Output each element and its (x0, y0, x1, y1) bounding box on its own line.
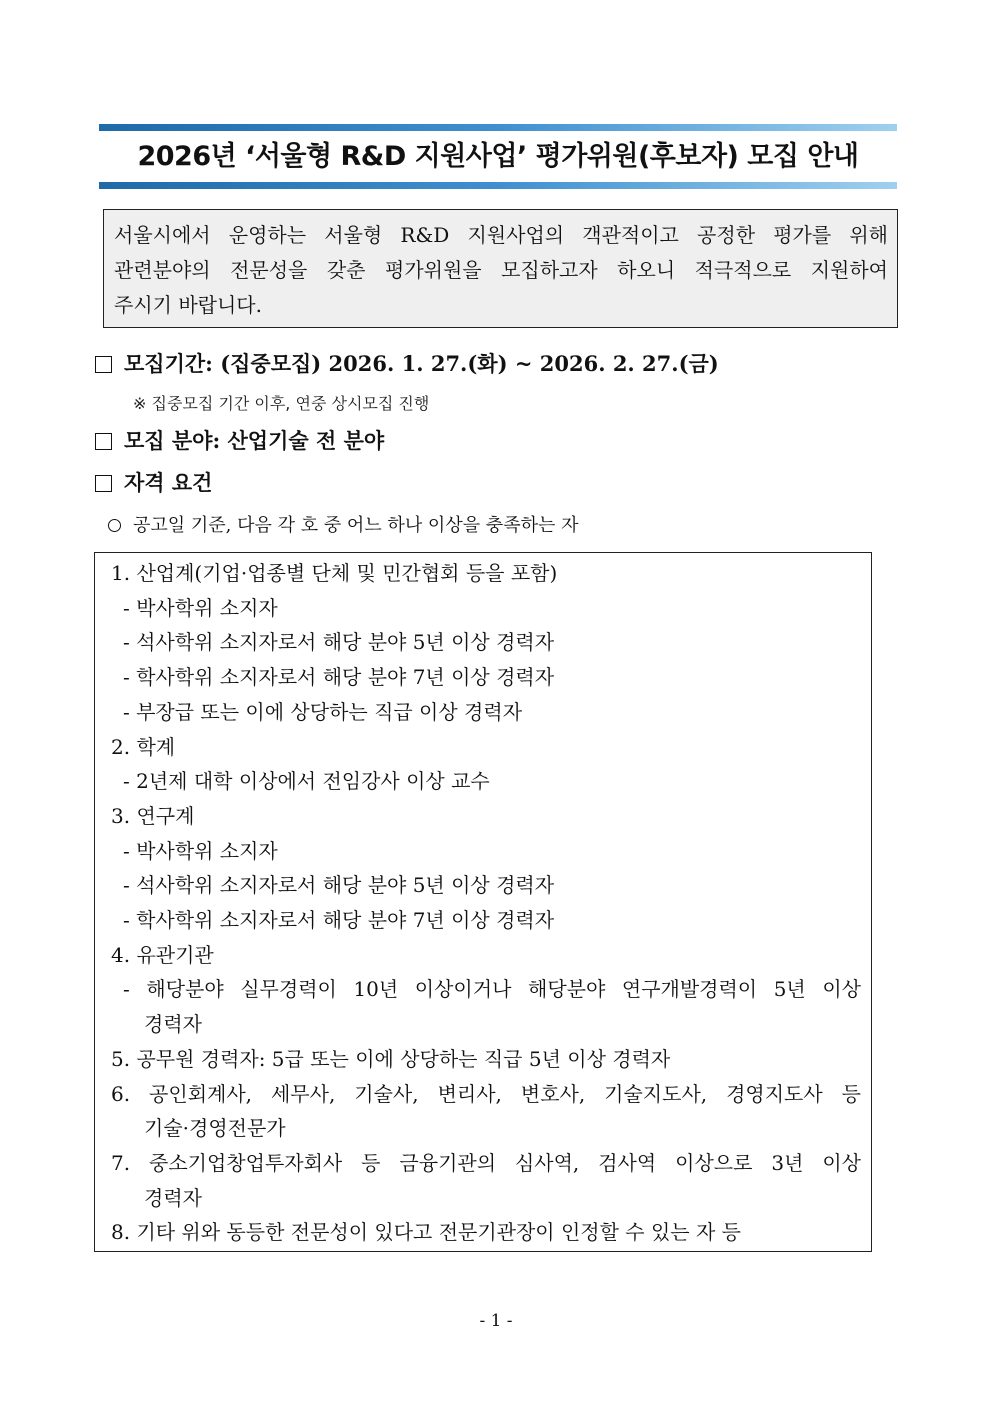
criteria-item: 8. 기타 위와 동등한 전문성이 있다고 전문기관장이 인정할 수 있는 자 등 (111, 1220, 741, 1245)
criteria-item: 4. 유관기관 (111, 942, 214, 967)
checkbox-square-icon (95, 433, 112, 450)
section-qualification (95, 467, 212, 497)
intro-line: 관련분야의 전문성을 갖춘 평가위원을 모집하고자 하오니 적극적으로 지원하여 (114, 258, 888, 282)
section-recruit-period (95, 348, 719, 378)
intro-box (103, 209, 898, 328)
section-label: 자격 요건 (124, 470, 213, 495)
criteria-item: 7. 중소기업창업투자회사 등 금융기관의 심사역, 검사역 이상으로 3년 이상 (111, 1150, 861, 1175)
criteria-subitem: - 부장급 또는 이에 상당하는 직급 이상 경력자 (123, 699, 523, 724)
criteria-continuation: 경력자 (144, 1012, 202, 1037)
criteria-continuation: 기술·경영전문가 (144, 1116, 286, 1141)
criteria-subitem: - 2년제 대학 이상에서 전임강사 이상 교수 (123, 769, 490, 794)
checkbox-square-icon (95, 475, 112, 492)
title-bottom-bar (99, 182, 897, 189)
criteria-item: 3. 연구계 (111, 803, 195, 828)
criteria-subitem: - 학사학위 소지자로서 해당 분야 7년 이상 경력자 (123, 908, 555, 933)
circle-bullet-icon (108, 519, 121, 532)
page-title: 2026년 ‘서울형 R&D 지원사업’ 평가위원(후보자) 모집 안내 (137, 141, 859, 172)
criteria-subitem: - 해당분야 실무경력이 10년 이상이거나 해당분야 연구개발경력이 5년 이상 (123, 977, 861, 1002)
note-text: ※ 집중모집 기간 이후, 연중 상시모집 진행 (133, 394, 430, 413)
intro-line: 주시기 바랍니다. (114, 293, 262, 317)
criteria-item: 5. 공무원 경력자: 5급 또는 이에 상당하는 직급 5년 이상 경력자 (111, 1046, 671, 1071)
criteria-box (94, 552, 872, 1252)
section-label: 모집 분야: 산업기술 전 분야 (124, 428, 385, 453)
criteria-continuation: 경력자 (144, 1185, 202, 1210)
criteria-subitem: - 석사학위 소지자로서 해당 분야 5년 이상 경력자 (123, 873, 555, 898)
criteria-item: 1. 산업계(기업·업종별 단체 및 민간협회 등을 포함) (111, 561, 558, 585)
criteria-subitem: - 박사학위 소지자 (123, 838, 278, 863)
criteria-intro-text: 공고일 기준, 다음 각 호 중 어느 하나 이상을 충족하는 자 (133, 515, 579, 536)
checkbox-square-icon (95, 356, 112, 373)
criteria-item: 2. 학계 (111, 734, 176, 759)
criteria-subitem: - 석사학위 소지자로서 해당 분야 5년 이상 경력자 (123, 630, 555, 655)
criteria-intro (108, 511, 578, 537)
criteria-subitem: - 학사학위 소지자로서 해당 분야 7년 이상 경력자 (123, 665, 555, 690)
section-recruit-field (95, 425, 384, 455)
criteria-item: 6. 공인회계사, 세무사, 기술사, 변리사, 변호사, 기술지도사, 경영지도사 등 (111, 1081, 861, 1106)
section-label: 모집기간: (집중모집) 2026. 1. 27.(화) ~ 2026. 2. 27.(금) (124, 351, 719, 376)
criteria-subitem: - 박사학위 소지자 (123, 595, 278, 620)
page-number: - 1 - (479, 1311, 513, 1331)
intro-line: 서울시에서 운영하는 서울형 R&D 지원사업의 객관적이고 공정한 평가를 위해 (114, 223, 888, 247)
title-top-bar (99, 124, 897, 131)
